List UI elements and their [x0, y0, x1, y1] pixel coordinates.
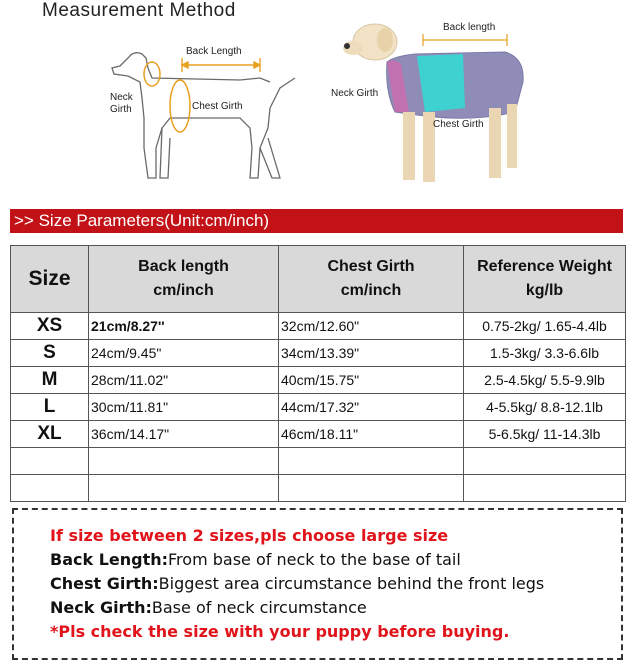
cell-chest-girth: 32cm/12.60": [279, 313, 464, 340]
cell-size: M: [11, 367, 89, 394]
cell-back-length: 30cm/11.81": [89, 394, 279, 421]
dog-jacket-illustration: [325, 12, 540, 192]
page-title: Measurement Method: [42, 0, 236, 21]
empty-cell: [89, 448, 279, 475]
col-chest-girth: [279, 246, 464, 313]
empty-cell: [89, 475, 279, 502]
col-chest-girth-line1: Chest Girth: [327, 258, 415, 275]
empty-row: [11, 448, 626, 475]
col-reference-weight: [464, 246, 626, 313]
chest-girth-label: Chest Girth: [192, 101, 243, 112]
back-length-label-right: Back length: [443, 22, 496, 33]
cell-back-length: 21cm/8.27'': [89, 313, 279, 340]
note-neck-girth-value: Base of neck circumstance: [151, 598, 367, 617]
empty-cell: [279, 475, 464, 502]
note-neck-girth-key: Neck Girth:: [50, 598, 152, 617]
note-chest-girth-key: Chest Girth:: [50, 574, 159, 593]
dog-outline-diagram: [100, 38, 310, 188]
neck-girth-label-line2: Girth: [110, 104, 132, 115]
table-row: [11, 367, 626, 394]
cell-weight: 0.75-2kg/ 1.65-4.4lb: [464, 313, 626, 340]
col-reference-weight-line1: Reference Weight: [477, 258, 612, 275]
col-back-length-line1: Back length: [138, 258, 229, 275]
col-size: Size: [11, 246, 89, 313]
note-chest-girth: [50, 574, 544, 593]
back-length-label: Back Length: [186, 46, 242, 57]
empty-cell: [464, 448, 626, 475]
cell-weight: 2.5-4.5kg/ 5.5-9.9lb: [464, 367, 626, 394]
table-row: [11, 313, 626, 340]
table-row: [11, 340, 626, 367]
size-parameters-header: >> Size Parameters(Unit:cm/inch): [10, 209, 623, 233]
cell-size: XS: [11, 313, 89, 340]
cell-size: L: [11, 394, 89, 421]
table-row: [11, 394, 626, 421]
chest-girth-label-right: Chest Girth: [433, 119, 484, 130]
col-back-length: [89, 246, 279, 313]
cell-back-length: 36cm/14.17": [89, 421, 279, 448]
note-chest-girth-value: Biggest area circumstance behind the front legs: [158, 574, 545, 593]
cell-chest-girth: 40cm/15.75": [279, 367, 464, 394]
empty-cell: [11, 448, 89, 475]
empty-cell: [11, 475, 89, 502]
table-header-row: [11, 246, 626, 313]
cell-weight: 5-6.5kg/ 11-14.3lb: [464, 421, 626, 448]
empty-row: [11, 475, 626, 502]
size-table: [10, 245, 626, 502]
cell-size: XL: [11, 421, 89, 448]
note-back-length-key: Back Length:: [50, 550, 169, 569]
cell-size: S: [11, 340, 89, 367]
note-check-size: *Pls check the size with your puppy before buying.: [50, 622, 510, 641]
note-size-tip: If size between 2 sizes,pls choose large size: [50, 526, 449, 545]
neck-girth-label-line1: Neck: [110, 92, 133, 103]
note-neck-girth: [50, 598, 367, 617]
cell-chest-girth: 34cm/13.39": [279, 340, 464, 367]
empty-cell: [464, 475, 626, 502]
cell-back-length: 24cm/9.45": [89, 340, 279, 367]
cell-weight: 1.5-3kg/ 3.3-6.6lb: [464, 340, 626, 367]
note-back-length-value: From base of neck to the base of tail: [168, 550, 461, 569]
empty-cell: [279, 448, 464, 475]
note-back-length: [50, 550, 461, 569]
cell-chest-girth: 44cm/17.32": [279, 394, 464, 421]
neck-girth-label-right: Neck Girth: [331, 88, 379, 99]
notes-box: [12, 508, 623, 660]
cell-chest-girth: 46cm/18.11": [279, 421, 464, 448]
col-back-length-line2: cm/inch: [153, 282, 214, 299]
table-row: [11, 421, 626, 448]
cell-weight: 4-5.5kg/ 8.8-12.1lb: [464, 394, 626, 421]
col-chest-girth-line2: cm/inch: [340, 282, 402, 299]
cell-back-length: 28cm/11.02": [89, 367, 279, 394]
col-reference-weight-line2: kg/lb: [525, 282, 564, 299]
